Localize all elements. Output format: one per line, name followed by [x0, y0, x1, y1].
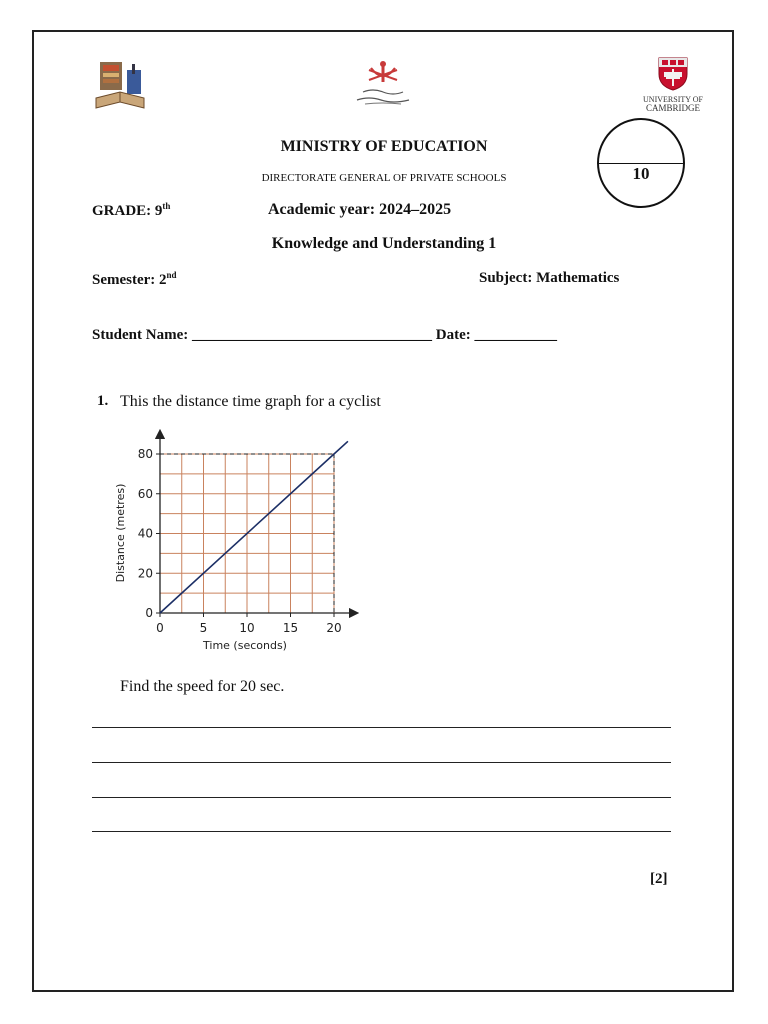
grade-text: GRADE: 9 [92, 203, 163, 219]
x-tick-label: 10 [239, 621, 255, 635]
grade-label [92, 201, 170, 220]
y-tick-label: 40 [137, 526, 153, 541]
answer-line[interactable] [92, 797, 671, 798]
y-tick-label: 60 [137, 486, 153, 501]
question-number: 1. [97, 393, 109, 409]
cambridge-logo [640, 56, 706, 113]
test-title: Knowledge and Understanding 1 [271, 235, 497, 252]
score-circle [597, 118, 685, 208]
total-score: 10 [632, 164, 650, 183]
x-tick-label: 0 [156, 621, 164, 635]
subject-label: Subject: Mathematics [479, 270, 620, 286]
x-tick-label: 5 [199, 621, 208, 635]
school-crest-logo [94, 58, 146, 112]
semester-label [92, 270, 177, 289]
directorate-heading: DIRECTORATE GENERAL OF PRIVATE SCHOOLS [261, 172, 507, 184]
cambridge-text-line2: CAMBRIDGE [645, 103, 700, 113]
distance-time-graph [108, 428, 368, 658]
question-text: This the distance time graph for a cyclist [120, 393, 381, 410]
answer-line[interactable] [92, 831, 671, 832]
y-tick-label: 0 [145, 606, 153, 620]
semester-superscript: nd [166, 270, 177, 280]
x-tick-label: 20 [326, 621, 342, 635]
grade-superscript: th [162, 201, 171, 211]
academic-year: Academic year: 2024–2025 [268, 201, 452, 218]
x-axis-label: Time (seconds) [203, 639, 287, 652]
y-axis-label: Distance (metres) [114, 483, 127, 583]
x-tick-label: 15 [282, 621, 299, 635]
y-tick-label: 20 [137, 566, 153, 581]
ministry-heading: MINISTRY OF EDUCATION [280, 138, 488, 155]
series-line [160, 441, 348, 613]
student-name-date-field[interactable]: Student Name: ________________________________ Date: ___________ [92, 327, 557, 343]
cambridge-text-line1: UNIVERSITY OF [643, 95, 703, 104]
question-marks: [2] [650, 871, 668, 887]
cambridge-shield-icon [657, 56, 689, 92]
answer-line[interactable] [92, 727, 671, 728]
oman-ministry-emblem [353, 58, 413, 108]
question-prompt: Find the speed for 20 sec. [120, 678, 285, 695]
answer-line[interactable] [92, 762, 671, 763]
y-tick-label: 80 [137, 447, 153, 461]
semester-text: Semester: 2 [92, 272, 167, 288]
